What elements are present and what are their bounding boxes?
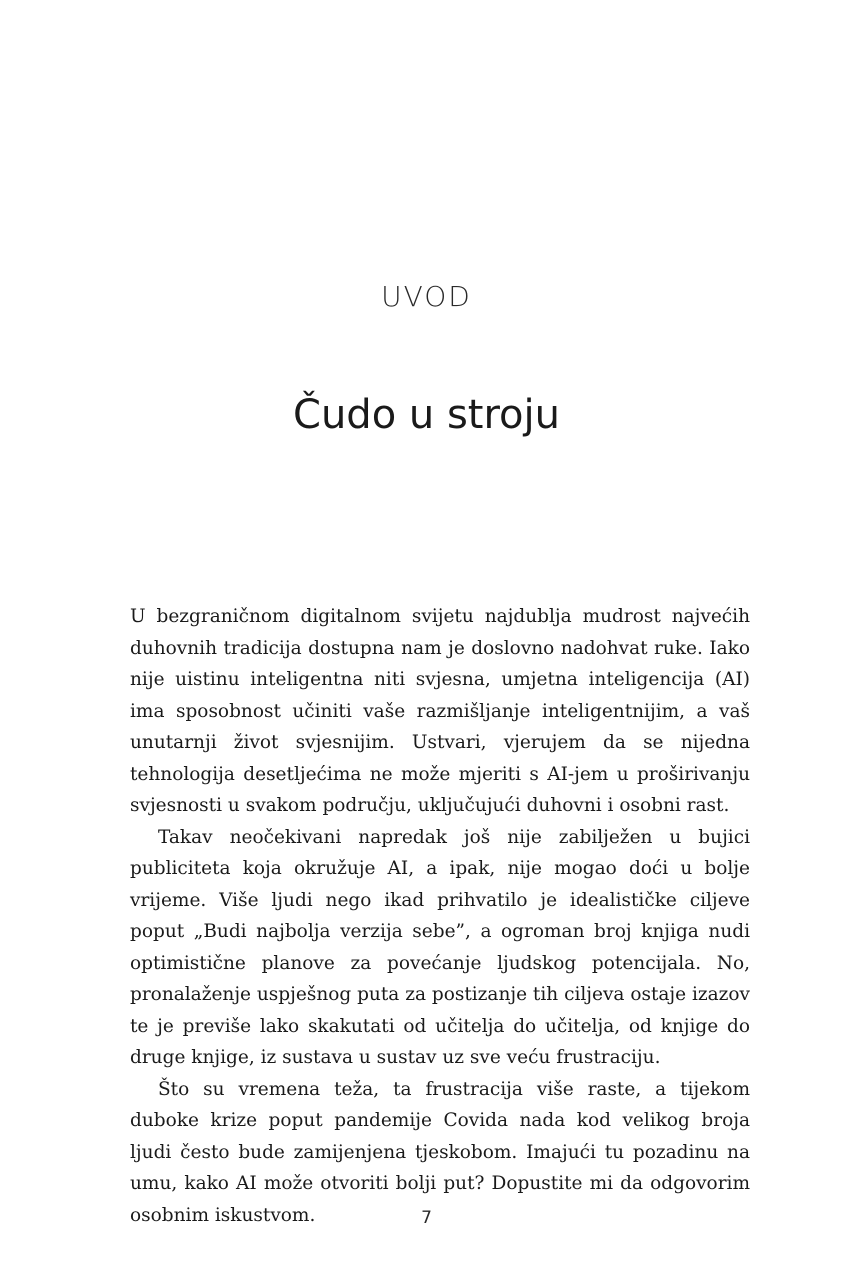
paragraph-1: U bezgraničnom digitalnom svijetu najdublja mudrost najvećih duhovnih tradicija dostupna nam je doslovno nadohvat ruke. Iako nije uistinu inteligentna niti svjesna, umjetna inteligencija (AI) ima sposobnost učiniti vaše razmišljanje inteligentnijim, a vaš unutarnji život svjesnijim. Ustvari, vjerujem da se nijedna tehnologija desetljećima ne može mjeriti s AI-jem u proširivanju svjesnosti u svakom području, uključujući duhovni i osobni rast.: [130, 606, 750, 816]
paragraph-2: Takav neočekivani napredak još nije zabilježen u bujici publiciteta koja okružuje AI, a ipak, nije mogao doći u bolje vrijeme. Više ljudi nego ikad prihvatilo je idealističke ciljeve poput „Budi najbolja verzija sebe”, a ogroman broj knjiga nudi optimistične planove za povećanje ljudskog potencijala. No, pronalaženje uspješnog puta za postizanje tih ciljeva ostaje izazov te je previše lako skakutati od učitelja do učitelja, od knjige do druge knjige, iz sustava u sustav uz sve veću frustraciju.: [130, 826, 751, 1068]
chapter-title: Čudo u stroju: [293, 392, 560, 438]
chapter-label: UVOD: [381, 280, 472, 313]
paragraph-3: Što su vremena teža, ta frustracija više raste, a tijekom duboke krize poput pandemije Covida nada kod velikog broja ljudi često bude zamijenjena tjeskobom. Imajući tu pozadinu na umu, kako AI može otvoriti bolji put? Dopustite mi da odgovorim osobnim iskustvom.: [130, 1078, 750, 1226]
page-number: 7: [421, 1208, 432, 1228]
body-text: [130, 601, 750, 1231]
